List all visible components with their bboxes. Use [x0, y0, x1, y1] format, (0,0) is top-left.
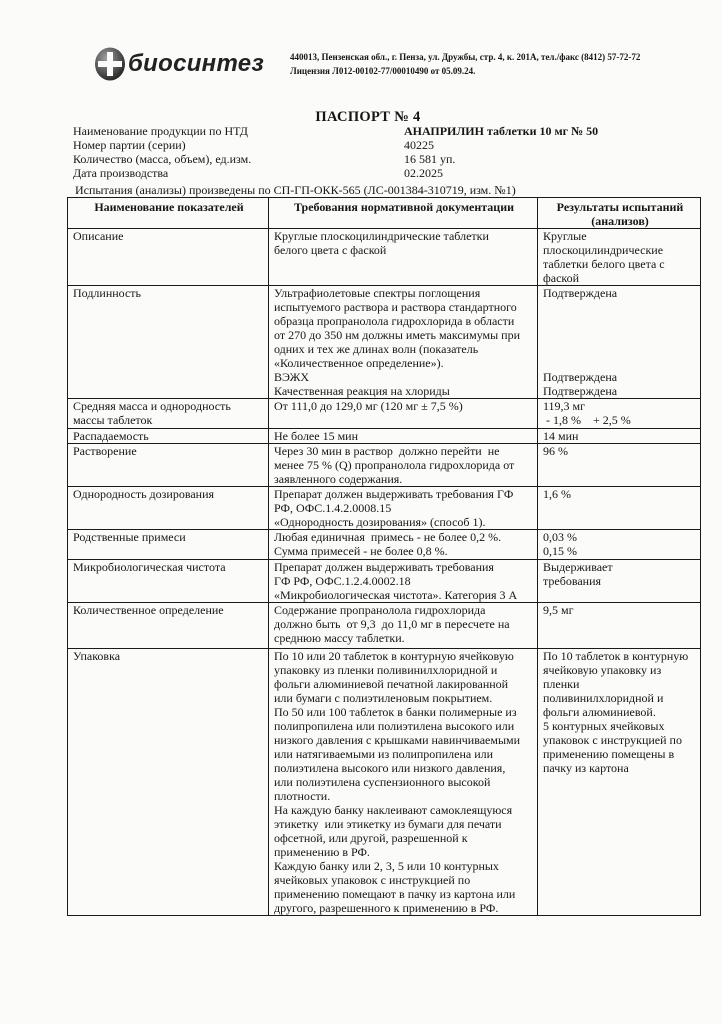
requirement-cell: Круглые плоскоцилиндрические таблетки белого цвета с фаской — [269, 229, 538, 286]
info-label: Номер партии (серии) — [73, 138, 186, 152]
table-row — [68, 530, 701, 560]
requirement-cell: Любая единичная примесь - не более 0,2 %. Сумма примесей - не более 0,8 %. — [269, 530, 538, 560]
table-row — [68, 399, 701, 429]
requirement-cell: Через 30 мин в раствор должно перейти не менее 75 % (Q) пропранолола гидрохлорида от заявленного содержания. — [269, 444, 538, 487]
requirement-cell: Содержание пропранолола гидрохлорида должно быть от 9,3 до 11,0 мг в пересчете на среднюю массу таблетки. — [269, 603, 538, 649]
result-cell: 14 мин — [538, 429, 701, 444]
column-header-requirement: Требования нормативной документации — [269, 198, 538, 229]
parameter-cell: Упаковка — [68, 649, 269, 916]
column-header-parameter: Наименование показателей — [68, 198, 269, 229]
info-row-product — [73, 124, 598, 138]
info-value: 40225 — [404, 138, 434, 152]
tests-note: Испытания (анализы) произведены по СП-ГП-ОКК-565 (ЛС-001384-310719, изм. №1) — [75, 183, 516, 197]
table-row — [68, 487, 701, 530]
info-row-quantity — [73, 152, 598, 166]
table-row — [68, 649, 701, 916]
info-label: Наименование продукции по НТД — [73, 124, 248, 138]
requirement-cell: От 111,0 до 129,0 мг (120 мг ± 7,5 %) — [269, 399, 538, 429]
info-value: АНАПРИЛИН таблетки 10 мг № 50 — [404, 124, 599, 138]
product-info — [73, 124, 598, 180]
company-address: 440013, Пензенская обл., г. Пенза, ул. Дружбы, стр. 4, к. 201А, тел./факс (8412) 57-72-72 — [290, 52, 641, 62]
parameter-cell: Растворение — [68, 444, 269, 487]
table-row — [68, 286, 701, 399]
result-cell: Круглые плоскоцилиндрические таблетки белого цвета с фаской — [538, 229, 701, 286]
result-cell: 119,3 мг - 1,8 % + 2,5 % — [538, 399, 701, 429]
table-row — [68, 429, 701, 444]
result-cell: 0,03 % 0,15 % — [538, 530, 701, 560]
logo-text: биосинтез — [128, 50, 265, 77]
parameter-cell: Распадаемость — [68, 429, 269, 444]
result-cell: 96 % — [538, 444, 701, 487]
info-row-date — [73, 166, 598, 180]
table-row — [68, 229, 701, 286]
requirement-cell: Не более 15 мин — [269, 429, 538, 444]
info-value: 02.2025 — [404, 166, 443, 180]
result-cell: 1,6 % — [538, 487, 701, 530]
parameter-cell: Средняя масса и однородность массы таблеток — [68, 399, 269, 429]
requirement-cell: Препарат должен выдерживать требования ГФ РФ, ОФС.1.4.2.0008.15 «Однородность дозирования» (способ 1). — [269, 487, 538, 530]
parameter-cell: Подлинность — [68, 286, 269, 399]
company-address-block — [290, 50, 640, 78]
table-row — [68, 603, 701, 649]
info-label: Количество (масса, объем), ед.изм. — [73, 152, 252, 166]
parameter-cell: Микробиологическая чистота — [68, 560, 269, 603]
company-license: Лицензия Л012-00102-77/00010490 от 05.09.24. — [290, 66, 476, 76]
info-row-batch — [73, 138, 598, 152]
result-cell: 9,5 мг — [538, 603, 701, 649]
requirement-cell: Ультрафиолетовые спектры поглощения испытуемого раствора и раствора стандартного образца пропранолола гидрохлорида в области от 270 до 350 нм должны иметь максимумы при одних и тех же длинах волн (показатель «Количественное определение»). ВЭЖХ Качественная реакция на хлориды — [269, 286, 538, 399]
parameter-cell: Однородность дозирования — [68, 487, 269, 530]
table-row — [68, 560, 701, 603]
result-cell: Выдерживает требования — [538, 560, 701, 603]
medical-cross-icon — [94, 46, 126, 82]
info-value: 16 581 уп. — [404, 152, 456, 166]
result-cell: По 10 таблеток в контурную ячейковую упаковку из пленки поливинилхлоридной и фольги алюминиевой. 5 контурных ячейковых упаковок с инструкцией по применению помещены в пачку из картона — [538, 649, 701, 916]
requirement-cell: Препарат должен выдерживать требования ГФ РФ, ОФС.1.2.4.0002.18 «Микробиологическая чистота». Категория 3 А — [269, 560, 538, 603]
table-header-row — [68, 198, 701, 229]
requirement-cell: По 10 или 20 таблеток в контурную ячейковую упаковку из пленки поливинилхлоридной и фольги алюминиевой печатной лакированной или бумаги с полиэтиленовым покрытием. По 50 или 100 таблеток в банки полимерные из полипропилена или полиэтилена высокого или низкого давления с крышками навинчиваемыми или натягиваемыми из полипропилена или полиэтилена высокого или низкого давления, или полиэтилена суспензионного высокой плотности. На каждую банку наклеивают самоклеящуюся этикетку или этикетку из бумаги для печати офсетной, или другой, разрешенной к применению в РФ. Каждую банку или 2, 3, 5 или 10 контурных ячейковых упаковок с инструкцией по применению помещают в пачку из картона или другого, разрешенного к применению в РФ. — [269, 649, 538, 916]
parameter-cell: Родственные примеси — [68, 530, 269, 560]
result-cell: Подтверждена Подтверждена Подтверждена — [538, 286, 701, 399]
table-row — [68, 444, 701, 487]
document-title: ПАСПОРТ № 4 — [315, 109, 421, 125]
parameter-cell: Описание — [68, 229, 269, 286]
company-logo — [94, 46, 264, 82]
parameter-cell: Количественное определение — [68, 603, 269, 649]
info-label: Дата производства — [73, 166, 169, 180]
column-header-result: Результаты испытаний (анализов) — [538, 198, 701, 229]
test-results-table — [67, 197, 701, 916]
